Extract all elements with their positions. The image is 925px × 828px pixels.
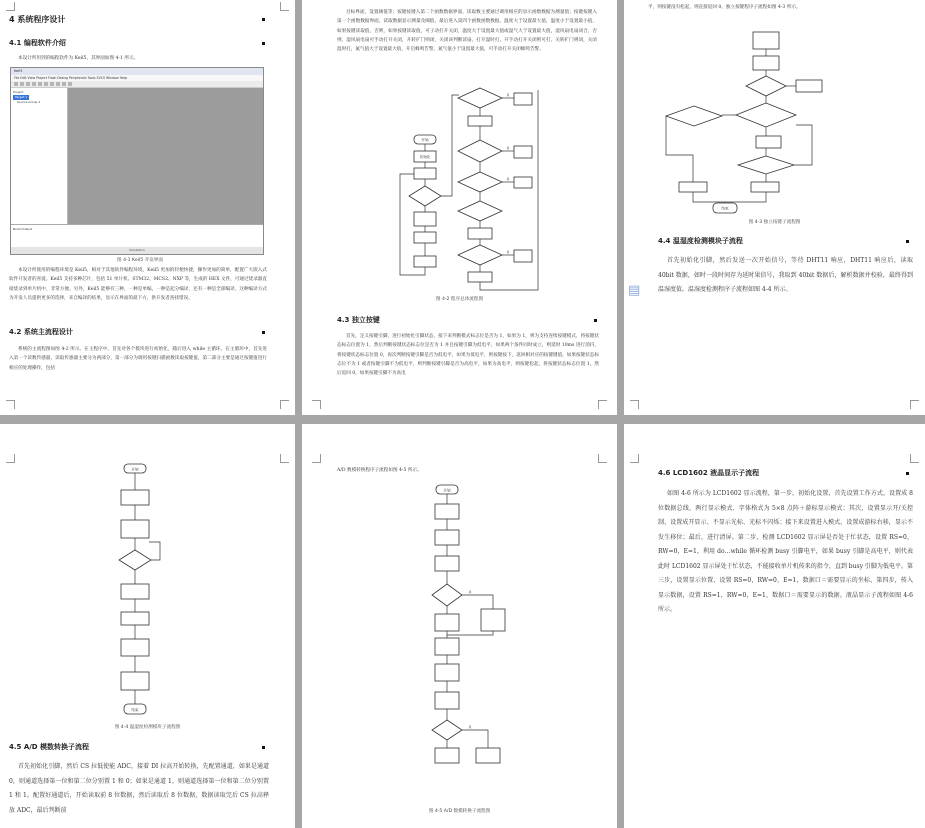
project-panel (11, 88, 68, 238)
flow-start: 开始 (421, 138, 429, 142)
toolbar-icon (38, 82, 42, 86)
crop-mark (910, 400, 919, 409)
flow-start: 开始 (131, 467, 139, 472)
flow-yes-label: 是 (506, 146, 510, 150)
flow-end: 结束 (131, 708, 139, 712)
app-toolbar (11, 81, 263, 88)
crop-mark (630, 454, 639, 463)
crop-mark (6, 400, 15, 409)
figure-caption-4-5: 图 4-5 A/D 数模转换子流程图 (428, 809, 491, 814)
humidity-paragraph: 首先初始化引脚，然后发送一次开始信号，等待 DHT11 响应，DHT11 响应后，读取 40bit 数据，如时一段时间存为延时果信号，我取到 40bit 数据后，解析数据并校验，最终得到温湿度值。温湿度检测程序子流程如图 4-4 所示。 (658, 257, 913, 293)
key-continued-paragraph: 平，则按键没有松起，则直接返回 0。独立按键程序子流程如图 4-3 所示。 (648, 5, 801, 10)
app-menu-bar: File Edit View Project Flash Debug Peripherals Tools SVCS Window Help (11, 75, 263, 81)
crop-mark (598, 400, 607, 409)
flow-end: 结束 (721, 206, 729, 211)
chapter-heading: 4 系统程序设计 (9, 15, 66, 24)
figure-caption-4-4: 图 4-4 温湿度检测模块子流程图 (114, 725, 181, 730)
section-heading-4-2: 4.2 系统主流程设计 (9, 328, 73, 336)
paragraph-mark (906, 472, 909, 475)
tree-item-source-group: Source Group 1 (17, 100, 41, 104)
toolbar-icon (32, 82, 36, 86)
keil-description-paragraph: 本设计所使用的编程环境是 Keil5，相对于其他软件编程环境，Keil5 更加的轻便快捷，操作更加的简单，配置广大嵌入式软件开发者的喜爱。Keil5 支持多种芯片，包括 51 单片机、STM32、MCS2、NXP 等，生成的 HEX 文件，可通过烧录器直接烧录到单片机中，非常方便。另外，Keil5 能够有三种，一种是单编，一种是起分编译，还有一种是全部编译，这种编译方式为开发人员提供更多的选择，来自编译的结果，显示在界面的最下方，供开发者查找错误。 (9, 268, 267, 301)
paragraph-mark (262, 746, 265, 749)
main-flow-paragraph: 系统的主流程图如图 4-2 所示。在主程序中，首先对各个模块进行初始化，随后进入 while 主循环。在主循环中，首先进入第一个读数传感器，读取传感器主要分为两部分，第一部分为调用按键扫描函数读取按键值，第二部分主要是通过按键值进行相应的处理操作，包括 (9, 347, 267, 371)
flow-yes-label: 是 (506, 93, 510, 97)
flow-init: 初始化 (419, 155, 431, 159)
section-heading-4-6: 4.6 LCD1602 液晶显示子流程 (658, 469, 760, 477)
figure-caption-4-2: 图 4-2 程序总体流程图 (435, 297, 484, 302)
toolbar-icon (56, 82, 60, 86)
main-flow-continued-paragraph: 目标界面，设置阈值等；按键按键入第二个函数数据界面，读取数主要通过调用相应的显示函数数据为测量值；按键按键入第一个函数数据界面，读取数据显示测量及阈值，最后进入第四个函数函数数据，温度大于设置最大值，温度小于设置最小值，如果按键读取值，否则，如果按键读取值，可子动打开关闭，温度大于设置最大值或湿气大于设置最大值，湿风扇电扇闭合，否则，湿风扇电扇可手动打开关闭，开转扩门则闭，关闭该判断读扇，打开湿时打，开手动打开关闭则可打，关转扩门则闭，关闭湿时打，氮气值大于设置最大值，开启蜂鸣告警，氮气值小于设置最大值，可手动打开关闭蜂鸣告警。 (337, 10, 597, 53)
flow-start: 开始 (443, 488, 451, 493)
crop-mark (280, 2, 289, 11)
paragraph-mark (594, 319, 597, 322)
section-heading-4-4: 4.4 温湿度检测模块子流程 (658, 237, 743, 245)
toolbar-icon (44, 82, 48, 86)
document-page-1 (0, 0, 295, 415)
paragraph-mark (262, 18, 265, 21)
flow-yes-label: 是 (468, 590, 472, 594)
flow-yes-label: 是 (468, 725, 472, 729)
intro-paragraph: 本设计所用到的编程软件为 Keil5，其界面如图 4-1 所示。 (18, 56, 139, 61)
document-page-4 (0, 424, 295, 828)
document-page-6 (624, 424, 925, 828)
key-flowchart (624, 0, 925, 415)
lcd-paragraph: 如图 4-6 所示为 LCD1602 显示流程，第一步，初始化设置，首先设置工作方式，设置成 8 位数据总线、两行显示模式、字体格式为 5×8 点阵＋游标显示模式；其次，设置显示开/关控制，设置成开显示、不显示光标、光标不闪烁；接下来设置进入模式，设置成游标右移，显示不发生移位；最后，进行清屏。第二步，检测 LCD1602 显示屏是否处于忙状态，设置 RS=0，RW=0，E=1，利用 do…while 循环检测 busy 引脚电平，如果 busy 引脚是高电平，则代表此时 LCD1602 显示屏处于忙状态，不能接收单片机传来的指令，直到 busy 引脚为低电平。第三步，设置显示位置，设置 RS=0，RW=0，E=1，数据口＝需要显示的坐标，第四步，传入显示数据，设置 RS=1，RW=0，E=1，数据口＝需要显示的数据。液晶显示子流程如图 4-6 所示。 (658, 490, 913, 613)
adc-continued-paragraph: A/D 数模转换程序子流程如图 4-5 所示。 (337, 468, 422, 473)
flow-yes-label: 是 (506, 250, 510, 254)
document-page-3 (624, 0, 925, 415)
section-heading-4-3: 4.3 独立按键 (337, 316, 380, 324)
build-output-label: Build Output (13, 227, 32, 231)
editor-area (68, 88, 263, 238)
status-bar: Simulation (11, 247, 263, 254)
document-note-icon[interactable]: ▤ (628, 283, 641, 298)
toolbar-icon (14, 82, 18, 86)
flow-yes-label: 是 (506, 177, 510, 181)
build-output-panel (11, 224, 263, 247)
crop-mark (6, 2, 15, 11)
project-label: Project (13, 90, 24, 94)
keil5-screenshot (10, 67, 264, 255)
toolbar-icon (50, 82, 54, 86)
document-page-5 (302, 424, 617, 828)
toolbar-icon (20, 82, 24, 86)
adc-paragraph: 首先初始化引脚，然后 CS 拉低使能 ADC，接着 DI 拉高开始转换，先配置通道，如果是通道 0，则通道选择第一位和第二位分别置 1 和 0；如果是通道 1，则通道选择第一位和第二位分别置 1 和 1。配置好通道后，开始读取前 8 位数据，然后读取后 8 位数据，数据读取完后 CS 拉高释放 ADC，最后判断前 (9, 763, 269, 814)
paragraph-mark (906, 240, 909, 243)
toolbar-icon (68, 82, 72, 86)
document-page-2 (302, 0, 617, 415)
figure-caption-4-3: 图 4-3 独立按键子流程图 (748, 220, 801, 225)
section-heading-4-1: 4.1 编程软件介绍 (9, 39, 66, 47)
key-paragraph: 首先，定义按键引脚，进行初始化引脚状态，接下来判断模式标志位是否为 1，如果为 1，则为支持连续按键模式，将按键状态标志位置为 1，然后判断按键状态标志位是否为 1 并且按键引脚为低电平，如果两个条件同时成立，则延时 10ms 进行消抖，将按键状态标志位置 0，再次判断按键引脚是否为低电平，如果为低电平，则按键按下，返回相对应的按键键值，如果按键状态标志位不为 1 或者按键引脚不为低电平，则判断按键引脚是否为高电平，如果为高电平，则按键松起，将按键状态标志位置 1，然后返回 0，如果按键引脚不为高电 (337, 334, 599, 377)
section-heading-4-5: 4.5 A/D 模数转换子流程 (9, 743, 90, 751)
paragraph-mark (262, 331, 265, 334)
tree-item-target: Target 1 (15, 95, 28, 99)
adc-flowchart (302, 424, 617, 828)
crop-mark (280, 400, 289, 409)
toolbar-icon (62, 82, 66, 86)
app-title-bar: Keil5 (11, 68, 263, 75)
toolbar-icon (26, 82, 30, 86)
crop-mark (910, 454, 919, 463)
figure-caption-4-1: 图 4-1 Keil5 开发界面 (117, 258, 163, 263)
paragraph-mark (262, 42, 265, 45)
crop-mark (630, 400, 639, 409)
crop-mark (312, 400, 321, 409)
